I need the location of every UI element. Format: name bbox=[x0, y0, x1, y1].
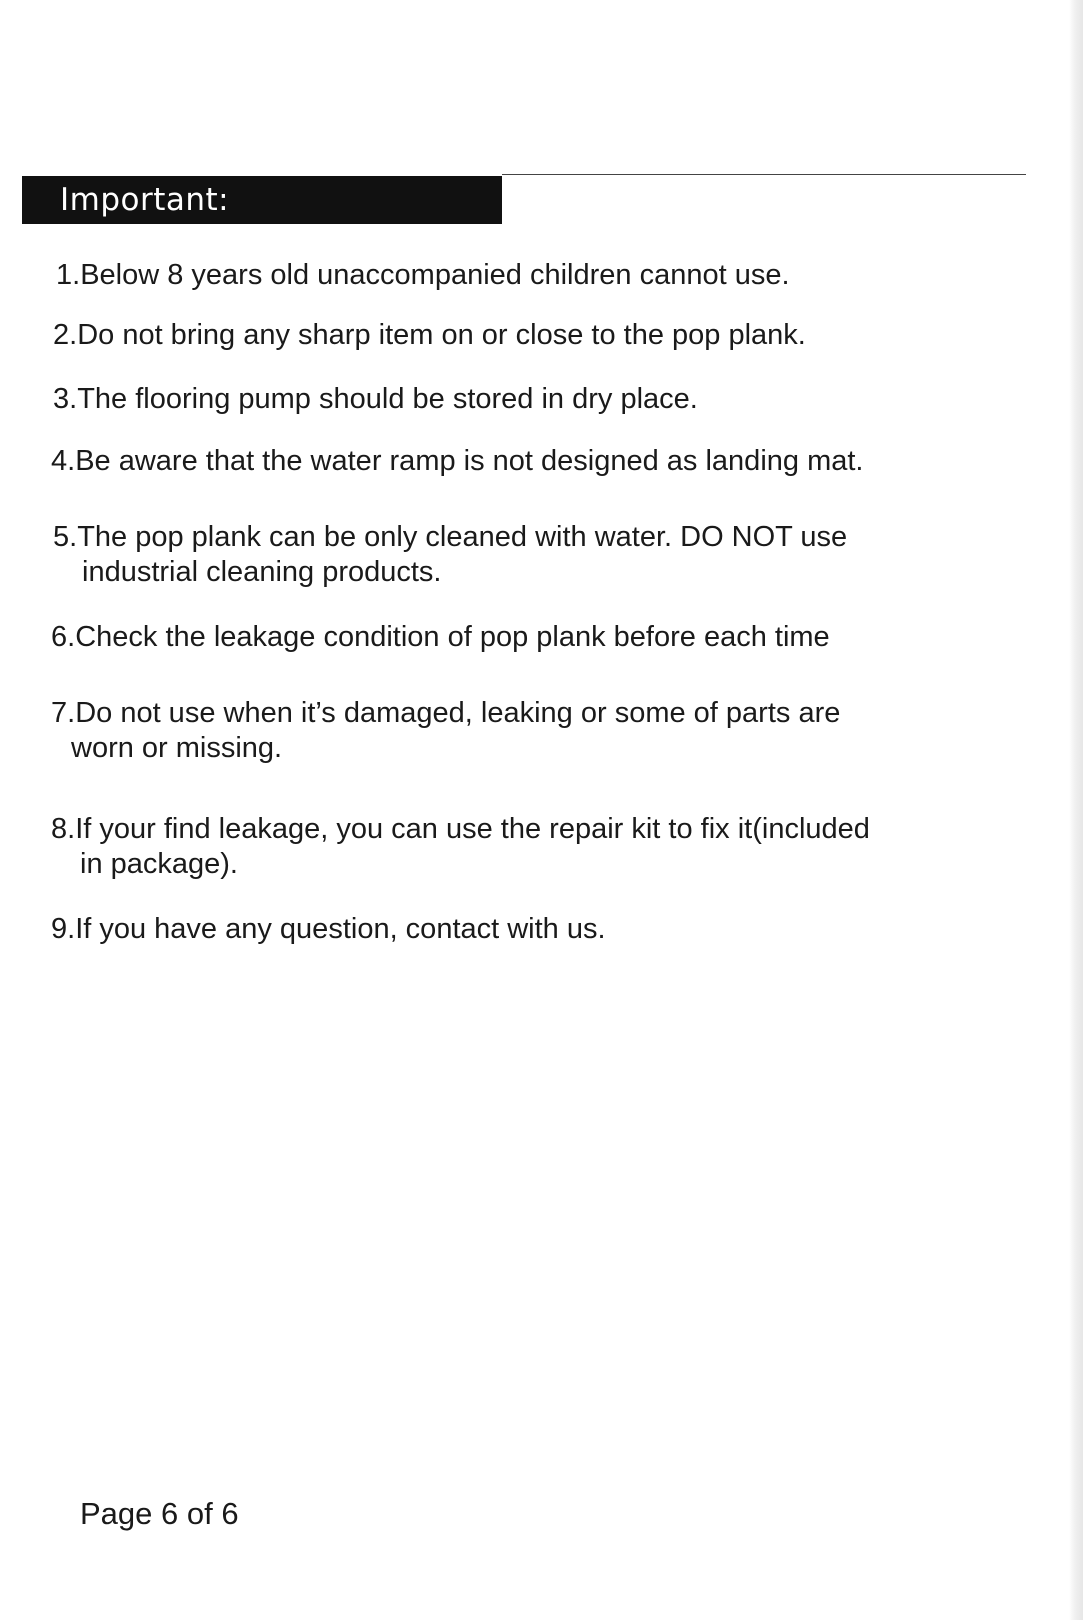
rule-item-5 bbox=[53, 520, 847, 590]
section-header-bar bbox=[22, 176, 502, 224]
page-number: Page 6 of 6 bbox=[80, 1496, 239, 1531]
section-title: Important: bbox=[60, 182, 230, 218]
rule-number: 3. bbox=[53, 383, 78, 415]
rule-number: 8. bbox=[51, 813, 76, 845]
rule-text: The flooring pump should be stored in dry place. bbox=[77, 383, 698, 415]
rule-number: 6. bbox=[51, 621, 76, 653]
rule-number: 1. bbox=[56, 259, 81, 291]
rule-item-4 bbox=[51, 444, 863, 479]
rule-text: The pop plank can be only cleaned with water. DO NOT use bbox=[77, 521, 848, 553]
rule-item-8 bbox=[51, 812, 870, 882]
rule-text-continued: industrial cleaning products. bbox=[82, 556, 442, 588]
rule-text: Do not use when it’s damaged, leaking or some of parts are bbox=[75, 697, 841, 729]
rule-item-7 bbox=[51, 696, 840, 766]
rule-item-9 bbox=[51, 912, 606, 947]
rule-item-2 bbox=[53, 318, 806, 353]
rule-text: Be aware that the water ramp is not designed as landing mat. bbox=[75, 445, 864, 477]
rule-number: 2. bbox=[53, 319, 78, 351]
rule-text: If you have any question, contact with us. bbox=[75, 913, 606, 945]
rule-text: Do not bring any sharp item on or close to the pop plank. bbox=[77, 319, 806, 351]
rule-text: If your find leakage, you can use the repair kit to fix it(included bbox=[75, 813, 870, 845]
header-rule bbox=[502, 174, 1026, 175]
rule-item-3 bbox=[53, 382, 698, 417]
rule-number: 9. bbox=[51, 913, 76, 945]
rule-item-6 bbox=[51, 620, 830, 655]
rule-number: 7. bbox=[51, 697, 76, 729]
rule-number: 5. bbox=[53, 521, 78, 553]
rule-text: Check the leakage condition of pop plank before each time bbox=[75, 621, 830, 653]
rule-item-1 bbox=[56, 258, 790, 293]
rule-text-continued: in package). bbox=[80, 848, 238, 880]
rule-text-continued: worn or missing. bbox=[71, 732, 283, 764]
rule-number: 4. bbox=[51, 445, 76, 477]
scan-edge bbox=[1069, 0, 1083, 1620]
rule-text: Below 8 years old unaccompanied children cannot use. bbox=[80, 259, 790, 291]
